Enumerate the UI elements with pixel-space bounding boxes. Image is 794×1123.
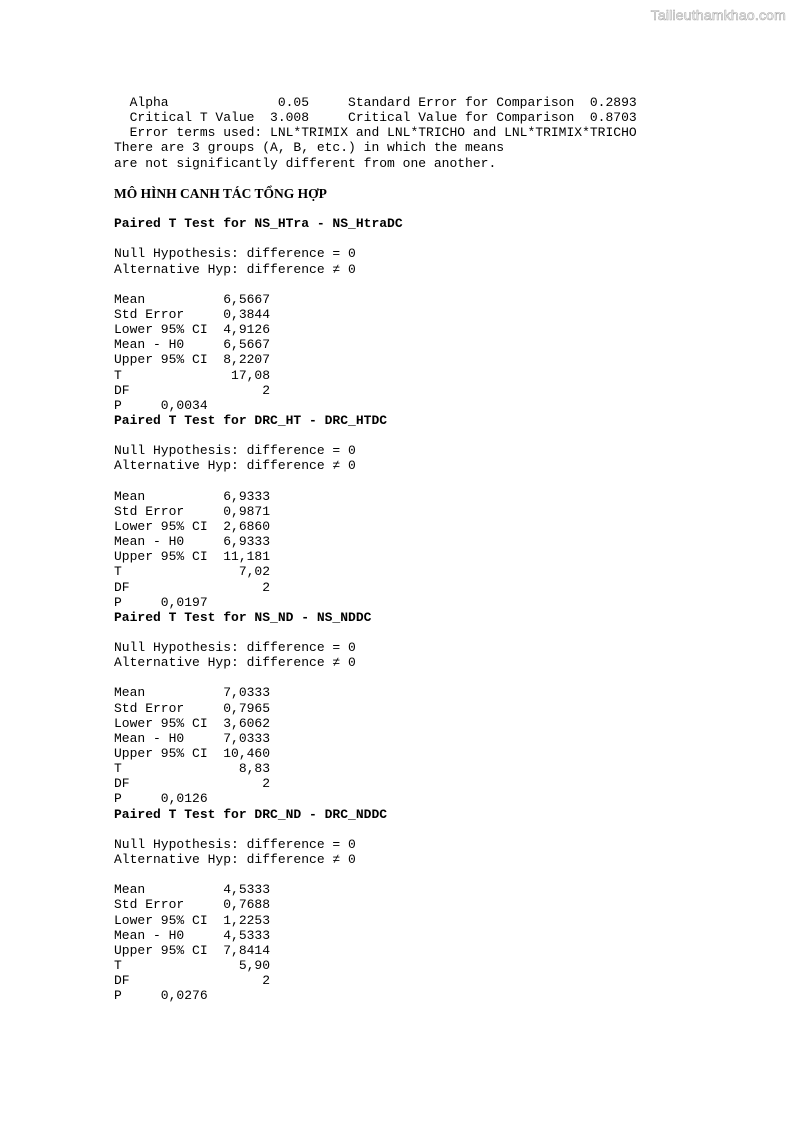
paired-t-test-block [114, 807, 754, 1004]
document-body [114, 95, 754, 1003]
stat-mean-h0: Mean - H0 7,0333 [114, 730, 271, 746]
stat-p: P 0,0197 [114, 594, 208, 610]
paired-t-test-block [114, 610, 754, 807]
stat-t: T 17,08 [114, 367, 271, 383]
stat-t: T 5,90 [114, 958, 271, 974]
stat-mean: Mean 6,5667 [114, 291, 271, 307]
alternative-hypothesis: Alternative Hyp: difference ≠ 0 [114, 852, 356, 868]
test-title: Paired T Test for DRC_ND - DRC_NDDC [114, 806, 388, 822]
lsd-summary [114, 95, 754, 171]
stat-mean-h0: Mean - H0 6,5667 [114, 337, 271, 353]
alternative-hypothesis: Alternative Hyp: difference ≠ 0 [114, 458, 356, 474]
stat-p: P 0,0034 [114, 397, 208, 413]
stat-mean: Mean 7,0333 [114, 685, 271, 701]
stat-p: P 0,0276 [114, 988, 208, 1004]
stat-upper-ci: Upper 95% CI 7,8414 [114, 942, 271, 958]
groups-note-line: are not significantly different from one another. [114, 155, 497, 171]
null-hypothesis: Null Hypothesis: difference = 0 [114, 443, 356, 459]
null-hypothesis: Null Hypothesis: difference = 0 [114, 640, 356, 656]
stat-mean: Mean 6,9333 [114, 488, 271, 504]
stat-t: T 8,83 [114, 761, 271, 777]
alternative-hypothesis: Alternative Hyp: difference ≠ 0 [114, 261, 356, 277]
stat-p: P 0,0126 [114, 791, 208, 807]
stat-upper-ci: Upper 95% CI 11,181 [114, 549, 271, 565]
stat-std-error: Std Error 0,9871 [114, 503, 271, 519]
critical-t-line: Critical T Value 3.008 Critical Value for Comparison 0.8703 [114, 110, 637, 126]
alternative-hypothesis: Alternative Hyp: difference ≠ 0 [114, 655, 356, 671]
test-title: Paired T Test for NS_ND - NS_NDDC [114, 609, 372, 625]
groups-note-line: There are 3 groups (A, B, etc.) in which the means [114, 140, 505, 156]
section-heading: MÔ HÌNH CANH TÁC TỔNG HỢP [114, 185, 327, 201]
watermark: Tailieuthamkhao.com [650, 7, 786, 23]
stat-mean-h0: Mean - H0 4,5333 [114, 927, 271, 943]
stat-lower-ci: Lower 95% CI 2,6860 [114, 518, 271, 534]
stat-mean-h0: Mean - H0 6,9333 [114, 534, 271, 550]
error-terms-line: Error terms used: LNL*TRIMIX and LNL*TRICHO and LNL*TRIMIX*TRICHO [114, 125, 637, 141]
stat-std-error: Std Error 0,3844 [114, 306, 271, 322]
paired-t-test-block [114, 216, 754, 413]
stat-df: DF 2 [114, 579, 271, 595]
paired-t-test-block [114, 413, 754, 610]
stat-std-error: Std Error 0,7688 [114, 897, 271, 913]
null-hypothesis: Null Hypothesis: difference = 0 [114, 836, 356, 852]
stat-upper-ci: Upper 95% CI 10,460 [114, 746, 271, 762]
alpha-line: Alpha 0.05 Standard Error for Comparison 0.2893 [114, 95, 637, 110]
stat-df: DF 2 [114, 382, 271, 398]
stat-lower-ci: Lower 95% CI 4,9126 [114, 322, 271, 338]
test-title: Paired T Test for DRC_HT - DRC_HTDC [114, 412, 388, 428]
stat-t: T 7,02 [114, 564, 271, 580]
stat-upper-ci: Upper 95% CI 8,2207 [114, 352, 271, 368]
stat-lower-ci: Lower 95% CI 3,6062 [114, 715, 271, 731]
stat-lower-ci: Lower 95% CI 1,2253 [114, 912, 271, 928]
test-title: Paired T Test for NS_HTra - NS_HtraDC [114, 216, 403, 232]
stat-df: DF 2 [114, 776, 271, 792]
stat-df: DF 2 [114, 973, 271, 989]
stat-mean: Mean 4,5333 [114, 882, 271, 898]
null-hypothesis: Null Hypothesis: difference = 0 [114, 246, 356, 262]
stat-std-error: Std Error 0,7965 [114, 700, 271, 716]
